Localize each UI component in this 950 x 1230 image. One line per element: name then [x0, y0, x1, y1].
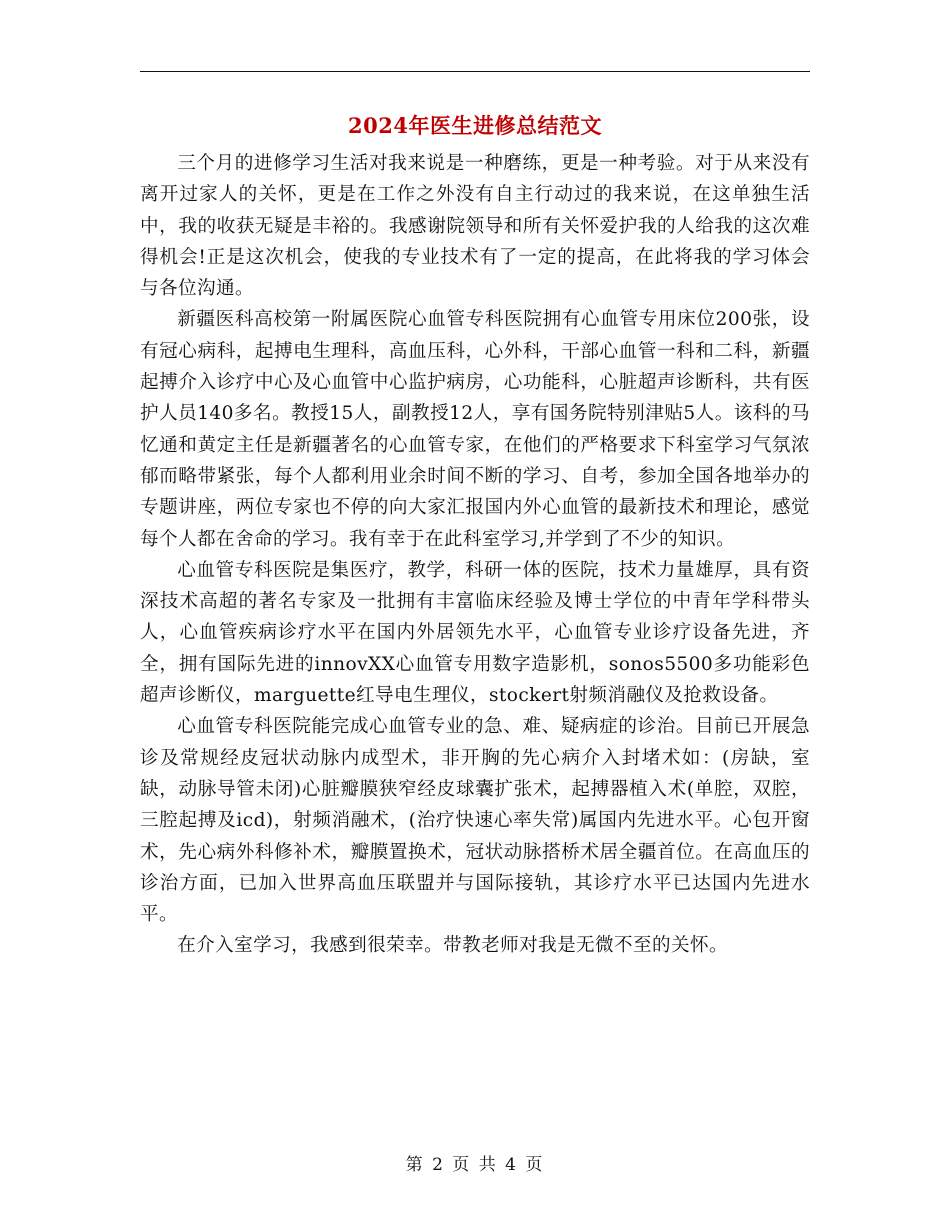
paragraph-5: 在介入室学习，我感到很荣幸。带教老师对我是无微不至的关怀。 — [177, 935, 729, 957]
paragraph-2: 新疆医科高校第一附属医院心血管专科医院拥有心血管专用床位200张，设有冠心病科，起搏电生理科，高血压科，心外科，干部心血管一科和二科，新疆起搏介入诊疗中心及心血管中心监护病房，心功能科，心脏超声诊断科，共有医护人员140多名。教授15人，副教授12人，享有国务院特别津贴5人。该科的马忆通和黄定主任是新疆著名的心血管专家，在他们的严格要求下科室学习气氛浓郁而略带紧张，每个人都利用业余时间不断的学习、自考，参加全国各地举办的专题讲座，两位专家也不停的向大家汇报国内外心血管的最新技术和理论，感觉每个人都在舍命的学习。我有幸于在此科室学习,并学到了不少的知识。 — [140, 309, 810, 550]
page-number: 第 2 页 共 4 页 — [405, 1155, 545, 1175]
document-title: 2024年医生进修总结范文 — [348, 113, 602, 138]
header-rule — [140, 71, 810, 72]
paragraph-1: 三个月的进修学习生活对我来说是一种磨练，更是一种考验。对于从来没有离开过家人的关怀，更是在工作之外没有自主行动过的我来说，在这单独生活中，我的收获无疑是丰裕的。我感谢院领导和所有关怀爱护我的人给我的这次难得机会!正是这次机会，使我的专业技术有了一定的提高，在此将我的学习体会与各位沟通。 — [140, 153, 810, 300]
paragraph-3: 心血管专科医院是集医疗，教学，科研一体的医院，技术力量雄厚，具有资深技术高超的著名专家及一批拥有丰富临床经验及博士学位的中青年学科带头人，心血管疾病诊疗水平在国内外居领先水平，心血管专业诊疗设备先进，齐全，拥有国际先进的innovXX心血管专用数字造影机，sonos5500多功能彩色超声诊断仪，marguette红导电生理仪，stockert射频消融仪及抢救设备。 — [140, 559, 810, 707]
paragraph-4: 心血管专科医院能完成心血管专业的急、难、疑病症的诊治。目前已开展急诊及常规经皮冠状动脉内成型术，非开胸的先心病介入封堵术如：(房缺，室缺，动脉导管未闭)心脏瓣膜狭窄经皮球囊扩张术，起搏器植入术(单腔，双腔，三腔起搏及icd)，射频消融术，(治疗快速心率失常)属国内先进水平。心包开窗术，先心病外科修补术，瓣膜置换术，冠状动脉搭桥术居全疆首位。在高血压的诊治方面，已加入世界高血压联盟并与国际接轨，其诊疗水平已达国内先进水平。 — [140, 716, 810, 926]
document-body — [140, 148, 810, 962]
